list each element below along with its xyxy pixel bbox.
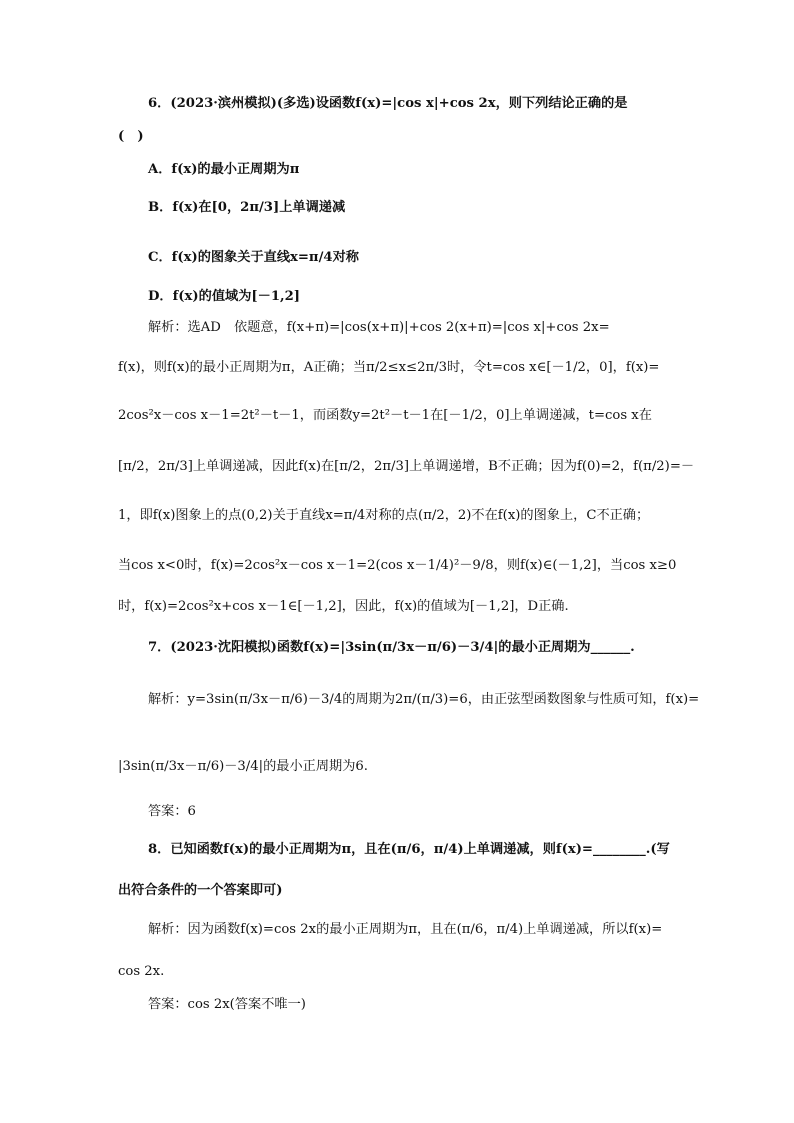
option-c: C．f(x)的图象关于直线x=π/4对称 bbox=[148, 250, 359, 265]
problem-7-stem: 7．(2023·沈阳模拟)函数f(x)=|3sin(π/3x－π/6)－3/4|的最小正周期为______. bbox=[148, 640, 635, 655]
problem-6-stem: 6．(2023·滨州模拟)(多选)设函数f(x)=|cos x|+cos 2x，则下列结论正确的是 bbox=[148, 96, 628, 111]
solution-7-line-1: 解析：y=3sin(π/3x－π/6)－3/4的周期为2π/(π/3)=6，由正弦型函数图象与性质可知，f(x)= bbox=[148, 692, 700, 707]
solution-7-line-2: |3sin(π/3x－π/6)－3/4|的最小正周期为6. bbox=[118, 759, 368, 774]
answer-7: 答案：6 bbox=[148, 804, 196, 819]
solution-6-line-1: 解析：选AD 依题意，f(x+π)=|cos(x+π)|+cos 2(x+π)=|cos x|+cos 2x= bbox=[148, 320, 610, 335]
problem-8-stem: 8．已知函数f(x)的最小正周期为π，且在(π/6，π/4)上单调递减，则f(x)=________.(写 bbox=[148, 842, 670, 857]
problem-6-paren: ( ) bbox=[118, 129, 144, 144]
solution-6-line-2: f(x)，则f(x)的最小正周期为π，A正确；当π/2≤x≤2π/3时，令t=cos x∈[－1/2，0]，f(x)= bbox=[118, 360, 660, 375]
solution-6-line-4: [π/2，2π/3]上单调递减，因此f(x)在[π/2，2π/3]上单调递增，B不正确；因为f(0)=2，f(π/2)=－ bbox=[118, 459, 695, 474]
answer-8: 答案：cos 2x(答案不唯一) bbox=[148, 997, 306, 1012]
option-a: A．f(x)的最小正周期为π bbox=[148, 162, 300, 177]
problem-8-stem-cont: 出符合条件的一个答案即可) bbox=[118, 883, 283, 898]
solution-8-line-2: cos 2x. bbox=[118, 964, 165, 979]
option-d: D．f(x)的值域为[－1,2] bbox=[148, 289, 300, 304]
solution-6-line-5: 1，即f(x)图象上的点(0,2)关于直线x=π/4对称的点(π/2，2)不在f(x)的图象上，C不正确； bbox=[118, 508, 650, 523]
solution-6-line-6: 当cos x<0时，f(x)=2cos²x－cos x－1=2(cos x－1/4)²－9/8，则f(x)∈(－1,2]，当cos x≥0 bbox=[118, 558, 677, 573]
solution-6-line-7: 时，f(x)=2cos²x+cos x－1∈[－1,2]，因此，f(x)的值域为[－1,2]，D正确. bbox=[118, 599, 569, 614]
option-b: B．f(x)在[0，2π/3]上单调递减 bbox=[148, 200, 346, 215]
solution-6-line-3: 2cos²x－cos x－1=2t²－t－1，而函数y=2t²－t－1在[－1/2，0]上单调递减，t=cos x在 bbox=[118, 408, 652, 423]
solution-8-line-1: 解析：因为函数f(x)=cos 2x的最小正周期为π，且在(π/6，π/4)上单调递减，所以f(x)= bbox=[148, 922, 663, 937]
